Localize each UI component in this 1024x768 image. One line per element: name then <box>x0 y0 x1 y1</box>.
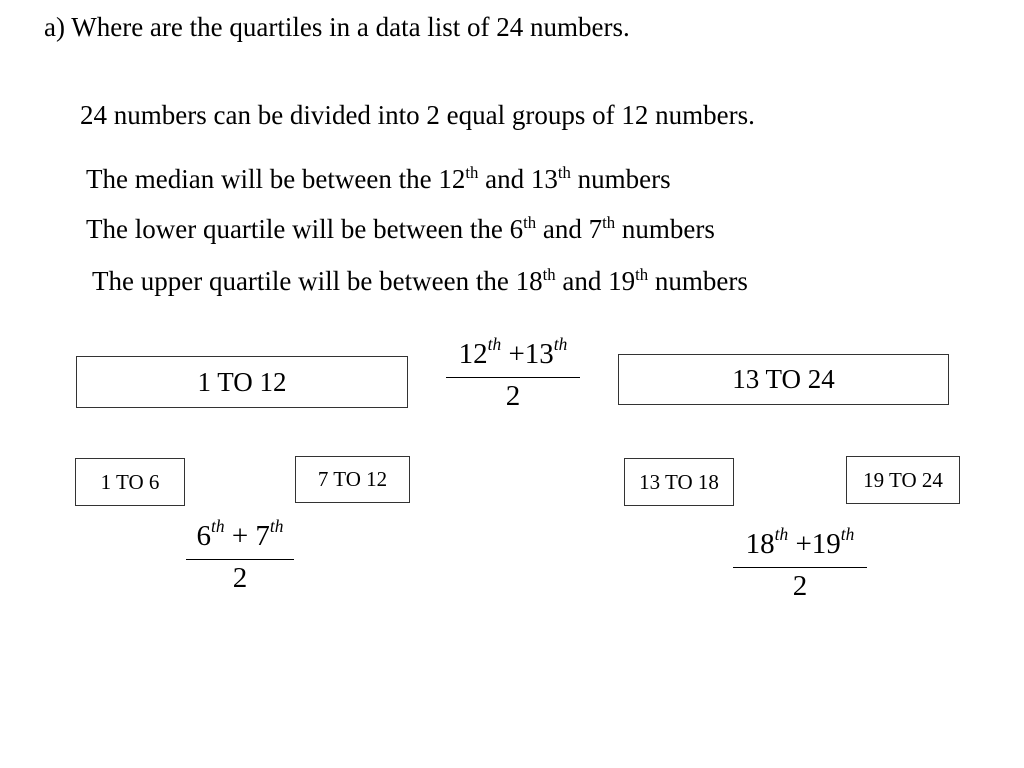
lower-denominator: 2 <box>232 562 248 594</box>
q3-box <box>624 458 734 506</box>
second-half-label: 13 TO 24 <box>732 364 835 394</box>
upper-quartile-statement <box>92 266 748 297</box>
q2-box <box>295 456 410 503</box>
median-fraction-bar <box>446 377 580 378</box>
lower-post: numbers <box>615 214 715 244</box>
median-sup2: th <box>557 163 571 182</box>
lower-quartile-formula <box>186 515 294 595</box>
median-formula <box>446 333 580 413</box>
median-sup1: th <box>465 163 479 182</box>
first-half-box <box>76 356 408 408</box>
upper-denominator: 2 <box>792 570 808 602</box>
upper-post: numbers <box>648 266 748 296</box>
median-statement <box>86 164 671 195</box>
q1-box <box>75 458 185 506</box>
first-half-label: 1 TO 12 <box>197 366 287 397</box>
upper-numerator: 18th +19th <box>745 523 855 560</box>
lower-sup1: th <box>523 213 537 232</box>
upper-pre: The upper quartile will be between the 18 <box>92 266 543 296</box>
median-post: numbers <box>570 164 671 194</box>
upper-sup2: th <box>635 265 649 284</box>
upper-sup1: th <box>542 265 556 284</box>
q1-label: 1 TO 6 <box>100 469 160 494</box>
intro-text: 24 numbers can be divided into 2 equal groups of 12 numbers. <box>80 100 755 130</box>
lower-sup2: th <box>602 213 616 232</box>
lower-numerator: 6th + 7th <box>196 515 284 552</box>
median-pre: The median will be between the 12 <box>86 164 466 194</box>
q4-box <box>846 456 960 504</box>
median-denominator: 2 <box>505 380 521 412</box>
median-mid: and 13 <box>478 164 558 194</box>
lower-pre: The lower quartile will be between the 6 <box>86 214 524 244</box>
question-heading: a) Where are the quartiles in a data list of 24 numbers. <box>44 12 630 42</box>
second-half-box <box>618 354 949 405</box>
q2-label: 7 TO 12 <box>317 467 388 491</box>
upper-fraction-bar <box>733 567 867 568</box>
upper-quartile-formula <box>733 523 867 603</box>
q4-label: 19 TO 24 <box>863 467 943 492</box>
median-numerator: 12th +13th <box>458 333 568 370</box>
upper-mid: and 19 <box>555 266 636 296</box>
q3-label: 13 TO 18 <box>639 469 719 494</box>
lower-quartile-statement <box>86 214 715 245</box>
lower-mid: and 7 <box>536 214 603 244</box>
lower-fraction-bar <box>186 559 294 560</box>
